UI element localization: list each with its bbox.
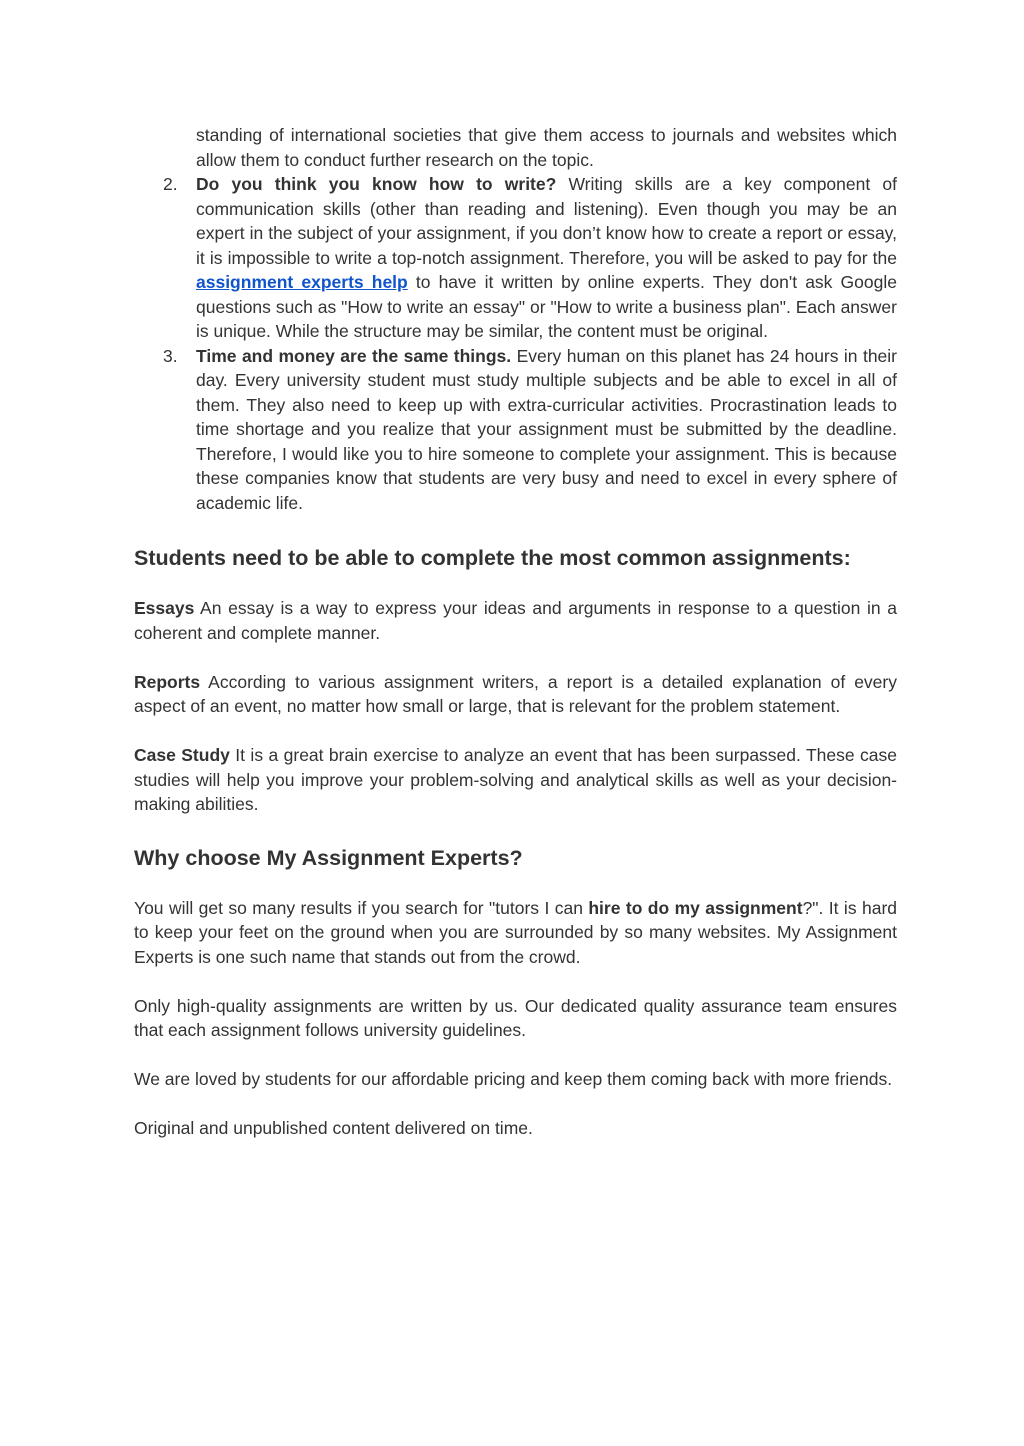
list-number: 2. xyxy=(163,174,178,194)
term-label: Reports xyxy=(134,671,201,692)
list-item-text: Writing skills are a key component of communication skills (other than reading and listening). Even though you may be an expert in the subject of your assignment, if you don’t know how to create a report or essay, it is impossible to write a top-notch assignment. Therefore, you will be asked to pay for the xyxy=(196,174,897,268)
paragraph-text: You will get so many results if you search for "tutors I can xyxy=(134,897,589,918)
list-item-2 xyxy=(134,172,897,344)
paragraph-essays xyxy=(134,596,897,645)
paragraph-original-content: Original and unpublished content delivered on time. xyxy=(134,1118,533,1138)
paragraph-reports xyxy=(134,670,897,719)
assignment-experts-help-link[interactable]: assignment experts help xyxy=(196,272,408,292)
term-label: Case Study xyxy=(134,745,230,765)
paragraph-search-results xyxy=(134,896,897,970)
list-item-continuation xyxy=(134,123,897,172)
section-heading-why-choose: Why choose My Assignment Experts? xyxy=(134,845,523,870)
paragraph-bold-text: hire to do my assignment xyxy=(588,897,803,918)
numbered-list xyxy=(134,123,897,515)
term-description: It is a great brain exercise to analyze an event that has been surpassed. These case studies will help you improve your problem-solving and analytical skills as well as your decision-making abilities. xyxy=(134,745,897,814)
list-item-3 xyxy=(134,344,897,516)
list-number: 3. xyxy=(163,345,178,366)
paragraph-case-study xyxy=(134,743,897,817)
paragraph-text-after: ?". It is hard to keep your feet on the ground when you are surrounded by so many websites. My Assignment Experts is one such name that stands out from the crowd. xyxy=(134,897,898,967)
list-item-text: Every human on this planet has 24 hours in their day. Every university student must study multiple subjects and be able to excel in all of them. They also need to keep up with extra-curricular activities. Procrastination leads to time shortage and you realize that your assignment must be submitted by the deadline. Therefore, I would like you to hire someone to complete your assignment. This is because these companies know that students are very busy and need to excel in every sphere of academic life. xyxy=(196,345,897,513)
document-page xyxy=(134,123,897,1141)
list-item-text-after-link: to have it written by online experts. They don't ask Google questions such as "How to write an essay" or "How to write a business plan". Each answer is unique. While the structure may be similar, the content must be original. xyxy=(196,272,897,341)
paragraph-pricing: We are loved by students for our affordable pricing and keep them coming back with more friends. xyxy=(134,1069,893,1089)
term-description: According to various assignment writers, a report is a detailed explanation of every aspect of an event, no matter how small or large, that is relevant for the problem statement. xyxy=(134,671,897,716)
list-continuation-text: standing of international societies that give them access to journals and websites which allow them to conduct further research on the topic. xyxy=(196,125,897,170)
term-description: An essay is a way to express your ideas and arguments in response to a question in a coherent and complete manner. xyxy=(134,598,897,643)
list-item-title: Time and money are the same things. xyxy=(196,345,512,366)
section-heading-assignments: Students need to be able to complete the most common assignments: xyxy=(134,546,851,570)
paragraph-quality: Only high-quality assignments are written by us. Our dedicated quality assurance team ensures that each assignment follows university guidelines. xyxy=(134,995,897,1040)
term-label: Essays xyxy=(134,598,195,618)
list-item-title: Do you think you know how to write? xyxy=(196,174,557,194)
